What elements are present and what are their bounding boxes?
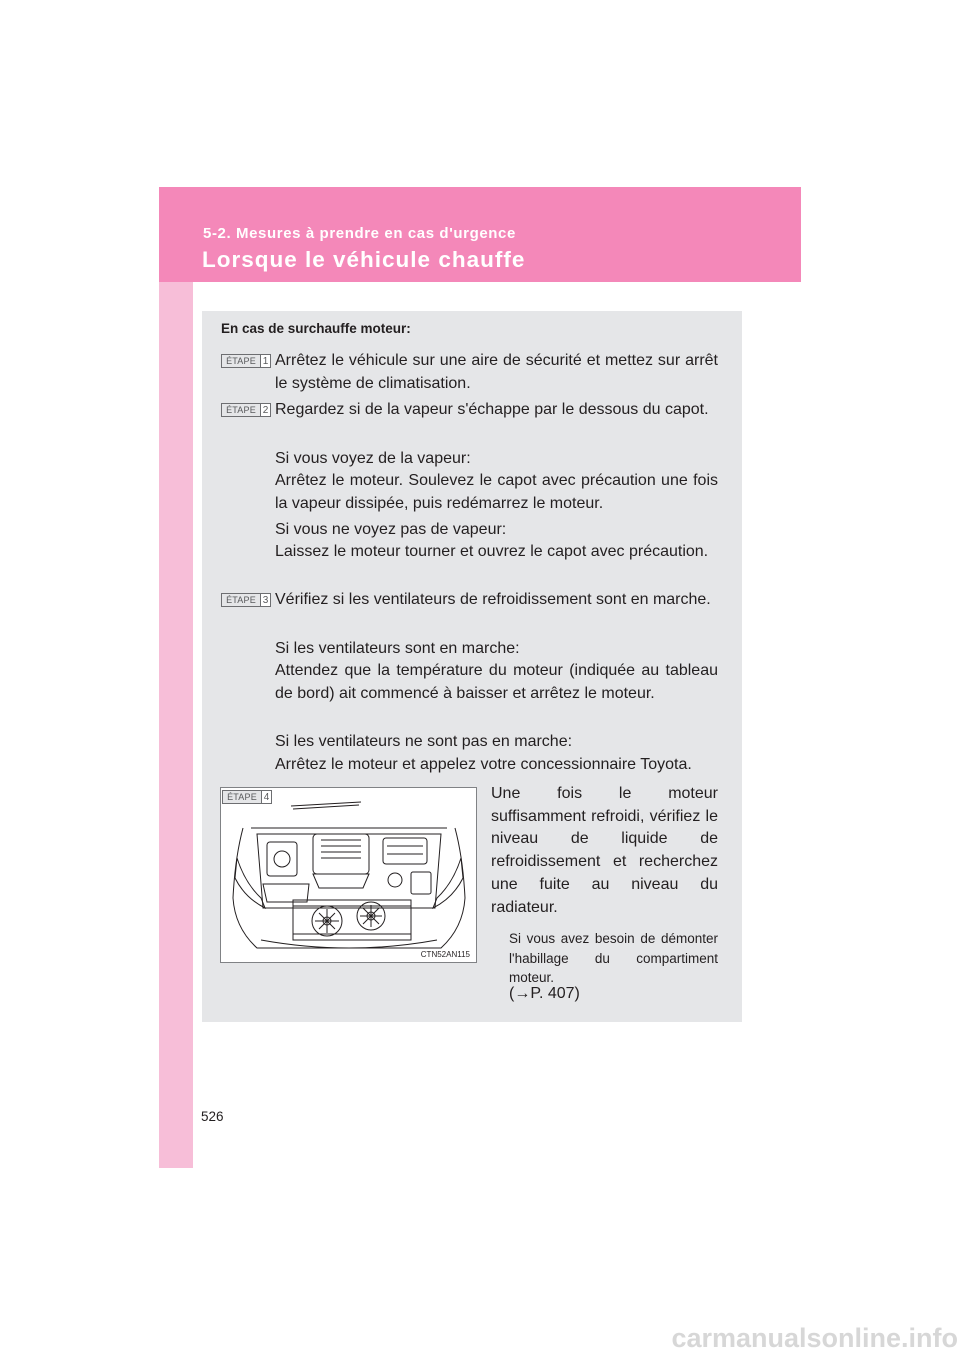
step-2-condition: Si vous ne voyez pas de vapeur: [275, 521, 507, 538]
step-4-text-content: Une fois le moteur suffisamment refroidi, vérifiez le niveau de liquide de refroidissement et recherchez une fuite au niveau du radiateur. [491, 785, 718, 916]
side-color-strip [159, 187, 193, 1168]
step-word: ÉTAPE [226, 356, 256, 366]
procedure-intro: En cas de surchauffe moteur: [221, 321, 411, 336]
step-3-condition: Si les ventilateurs ne sont pas en marche: [275, 733, 573, 750]
step-1-text: Arrêtez le véhicule sur une aire de sécurité et mettez sur arrêt le système de climatisation. [275, 352, 718, 392]
page-title: Lorsque le véhicule chauffe [202, 247, 526, 272]
figure-code: CTN52AN115 [420, 950, 470, 959]
step-4-note: Si vous avez besoin de démonter l'habillage du compartiment moteur. [509, 931, 718, 985]
step-number: 2 [260, 404, 270, 416]
step-3-condition: Si les ventilateurs sont en marche: [275, 640, 520, 657]
step-word: ÉTAPE [226, 595, 256, 605]
step-2-action: Laissez le moteur tourner et ouvrez le capot avec précaution. [275, 543, 709, 560]
step-word: ÉTAPE [226, 405, 256, 415]
step-2-text: Regardez si de la vapeur s'échappe par le dessous du capot. [275, 401, 709, 418]
step-2-action: Arrêtez le moteur. Soulevez le capot avec précaution une fois la vapeur dissipée, puis redémarrez le moteur. [275, 472, 718, 512]
step-badge [221, 354, 271, 368]
section-label: 5-2. Mesures à prendre en cas d'urgence [203, 225, 516, 242]
engine-compartment-illustration [221, 788, 476, 962]
step-word: ÉTAPE [227, 792, 257, 802]
step-badge [221, 403, 271, 417]
step-number: 3 [260, 594, 270, 606]
page-number: 526 [201, 1109, 224, 1124]
step-number: 1 [260, 355, 270, 367]
step-number: 4 [261, 791, 271, 803]
watermark: carmanualsonline.info [671, 1323, 958, 1353]
engine-compartment-figure [220, 787, 477, 963]
step-3-action: Arrêtez le moteur et appelez votre concessionnaire Toyota. [275, 756, 692, 773]
step-badge [221, 593, 271, 607]
step-2-condition: Si vous voyez de la vapeur: [275, 450, 471, 467]
step-badge [222, 790, 272, 804]
page-reference-link[interactable]: (→P. 407) [509, 985, 580, 1002]
step-4-text [491, 783, 718, 919]
step-3-action: Attendez que la température du moteur (indiquée au tableau de bord) ait commencé à baisser et arrêtez le moteur. [275, 662, 718, 702]
step-3-text: Vérifiez si les ventilateurs de refroidissement sont en marche. [275, 591, 711, 608]
